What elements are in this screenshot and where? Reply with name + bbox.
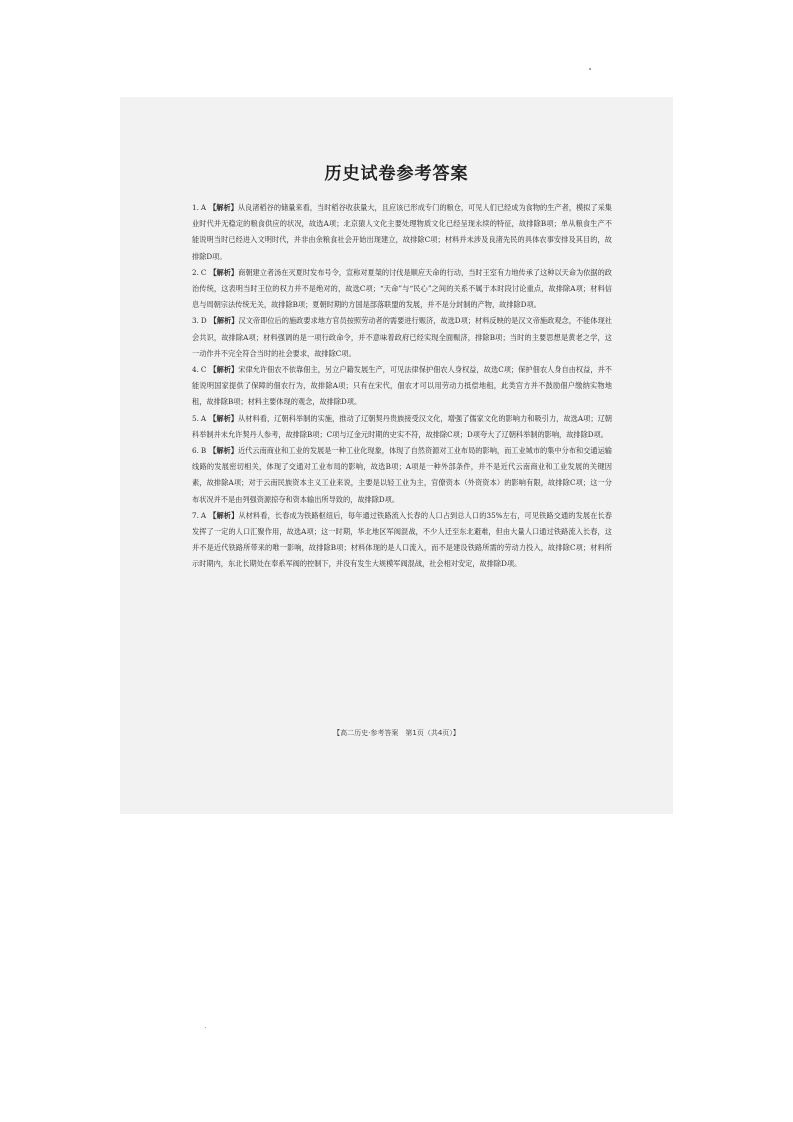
analysis-tag: 【解析】: [209, 267, 239, 277]
analysis-tag: 【解析】: [209, 446, 238, 456]
analysis-tag: 【解析】: [209, 510, 239, 520]
analysis-tag: 【解析】: [209, 413, 239, 423]
item-number: 2.: [192, 267, 199, 277]
analysis-text: 从材料看，辽朝科举制的实施，推动了辽朝契丹贵族接受汉文化，增强了儒家文化的影响力和吸引力，故选A项；辽朝科举制并未允许契丹人参考，故排除B项；C项与辽金元时期的史实不符，故排除C项；D项夸大了辽朝科举制的影响，故排除D项。: [192, 413, 612, 439]
item-number: 5.: [192, 413, 199, 423]
page-footer: 【高二历史·参考答案 第1页（共4页）】: [333, 729, 460, 737]
item-number: 4.: [192, 365, 199, 375]
page-title: 历史试卷参考答案: [324, 164, 469, 184]
analysis-text: 汉文帝即位后的施政要求地方官员按照劳动者的需要进行赈济，故选D项；材料反映的是汉文帝施政观念，不能体现社会共识，故排除A项；材料强调的是一项行政命令，并不意味着政府已经实现全面赈济，排除B项；当时的主要思想是黄老之学，这一动作并不完全符合当时的社会要求，故排除C项。: [192, 316, 612, 358]
answer-item: [192, 362, 612, 411]
answer-item: [192, 411, 612, 443]
answer-list: [192, 200, 612, 573]
answer-item: [192, 508, 612, 573]
item-answer: A: [200, 413, 207, 423]
analysis-text: 从材料看，长春成为铁路枢纽后，每年通过铁路流入长春的人口占到总人口的35%左右，可见铁路交通的发展在长春发挥了一定的人口汇聚作用，故选A项；这一时期，华北地区军阀混战，不少人迁至东北避难，但由大量人口通过铁路流入长春，这并不是近代铁路所带来的唯一影响，故排除B项；材料体现的是人口流入，而不是建设铁路所需的劳动力投入，故排除C项；材料所示时期内，东北长期处在奉系军阀的控制下，并没有发生大规模军阀混战，社会相对安定，故排除D项。: [192, 510, 612, 569]
analysis-text: 近代云南商业和工业的发展是一种工业化现象，体现了自然资源对工业布局的影响，而工业城市的集中分布和交通运输线路的发展密切相关，体现了交通对工业布局的影响，故选B项；A项是一种外部条件，并不是近代云南商业和工业发展的关键因素，故排除A项；对于云南民族资本主义工业来说，主要是以轻工业为主，官僚资本（外资资本）的影响有限，故排除C项；这一分布状况并不是由列强资源掠夺和资本输出所导致的，故排除D项。: [192, 446, 612, 504]
item-number: 7.: [192, 510, 199, 520]
analysis-tag: 【解析】: [209, 365, 239, 375]
item-number: 1.: [192, 203, 199, 212]
item-number: 3.: [192, 316, 199, 326]
scan-speck: [589, 68, 591, 70]
analysis-text: 商朝建立者汤在灭夏时发布号令，宣称对夏桀的讨伐是顺应天命的行动，当时王室有力地传承了这种以天命为依据的政治传统，这表明当时王位的权力并不是绝对的，故选C项；“天命”与“民心”之间的关系不属于本时段讨论重点，故排除A项；材料信息与周朝宗法传统无关，故排除B项；夏朝时期的方国是部落联盟的发展，并不是分封制的产物，故排除D项。: [192, 267, 612, 310]
answer-item: [192, 443, 612, 508]
item-answer: D: [200, 316, 207, 326]
item-answer: A: [200, 510, 207, 520]
analysis-tag: 【解析】: [209, 316, 239, 326]
answer-item: [192, 313, 612, 362]
item-number: 6.: [192, 446, 199, 456]
scan-speck: [205, 1027, 206, 1028]
item-answer: C: [200, 365, 207, 375]
item-answer: A: [200, 203, 207, 212]
analysis-text: 从良渚稻谷的储量来看，当时稻谷收获量大，且应该已形成专门的粮仓，可见人们已经成为食物的生产者，模拟了采集业时代并无稳定的粮食供应的状况，故选A项；北京猿人文化主要处理物质文化已经呈现永续的特征，故排除B项；单从粮食生产不能说明当时已经进入文明时代，并非由余粮食社会开始出现建立，故排除C项；材料并未涉及良渚先民的具体农事安排及其目的，故排除D项。: [192, 203, 612, 261]
analysis-tag: 【解析】: [209, 203, 238, 212]
analysis-text: 宋律允许佃农不依靠佃主，另立户籍发展生产，可见法律保护佃农人身权益，故选C项；保护佃农人身自由权益，并不能说明国家提供了保障的佃农行为，故排除A项；只有在宋代，佃农才可以用劳动力抵偿地租，此类官方并不鼓励佃户缴纳实物地租，故排除B项；材料主要体现的观念，故排除D项。: [192, 365, 612, 407]
item-answer: C: [200, 267, 207, 277]
scanned-page: [120, 97, 673, 814]
answer-item: [192, 265, 612, 314]
answer-item: [192, 200, 612, 265]
item-answer: B: [200, 446, 207, 456]
